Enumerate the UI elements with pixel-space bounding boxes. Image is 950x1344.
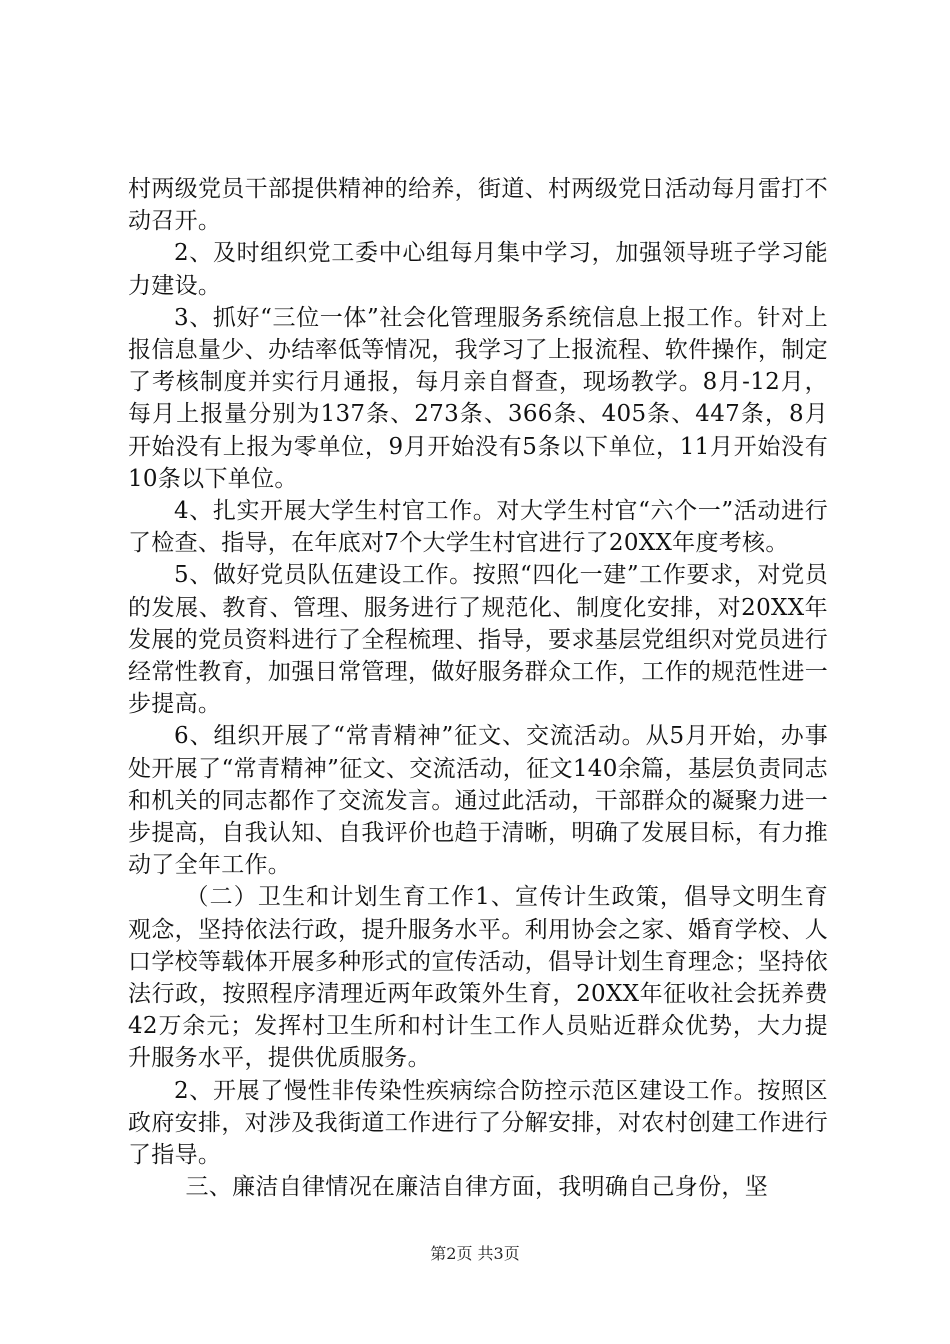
document-body: [128, 173, 828, 1204]
paragraph-item-3: 3、抓好“三位一体”社会化管理服务系统信息上报工作。针对上报信息量少、办结率低等情况，我学习了上报流程、软件操作，制定了考核制度并实行月通报，每月亲自督查，现场教学。8月-12月，每月上报量分别为137条、273条、366条、405条、447条，8月开始没有上报为零单位，9月开始没有5条以下单位，11月开始没有10条以下单位。: [128, 304, 828, 492]
paragraph-item-4: 4、扎实开展大学生村官工作。对大学生村官“六个一”活动进行了检查、指导，在年底对7个大学生村官进行了20XX年度考核。: [128, 498, 828, 557]
paragraph-item-5: 5、做好党员队伍建设工作。按照“四化一建”工作要求，对党员的发展、教育、管理、服务进行了规范化、制度化安排，对20XX年发展的党员资料进行了全程梳理、指导，要求基层党组织对党员进行经常性教育，加强日常管理，做好服务群众工作，工作的规范性进一步提高。: [128, 562, 828, 718]
paragraph-item-2: 2、及时组织党工委中心组每月集中学习，加强领导班子学习能力建设。: [128, 240, 828, 299]
paragraph-section-integrity: 三、廉洁自律情况在廉洁自律方面，我明确自己身份，坚: [185, 1174, 768, 1201]
paragraph-health-item-2: 2、开展了慢性非传染性疾病综合防控示范区建设工作。按照区政府安排，对涉及我街道工作进行了分解安排，对农村创建工作进行了指导。: [128, 1077, 828, 1169]
paragraph-item-6: 6、组织开展了“常青精神”征文、交流活动。从5月开始，办事处开展了“常青精神”征文、交流活动，征文140余篇，基层负责同志和机关的同志都作了交流发言。通过此活动，干部群众的凝聚力进一步提高，自我认知、自我评价也趋于清晰，明确了发展目标，有力推动了全年工作。: [128, 723, 828, 879]
paragraph-continuation: 村两级党员干部提供精神的给养，街道、村两级党日活动每月雷打不动召开。: [128, 176, 828, 235]
page-footer: 第2页 共3页: [430, 1244, 520, 1263]
paragraph-section-health: （二）卫生和计划生育工作1、宣传计生政策，倡导文明生育观念，坚持依法行政，提升服务水平。利用协会之家、婚育学校、人口学校等载体开展多种形式的宣传活动，倡导计划生育理念；坚持依法行政，按照程序清理近两年政策外生育，20XX年征收社会抚养费42万余元；发挥村卫生所和村计生工作人员贴近群众优势，大力提升服务水平，提供优质服务。: [128, 884, 828, 1072]
